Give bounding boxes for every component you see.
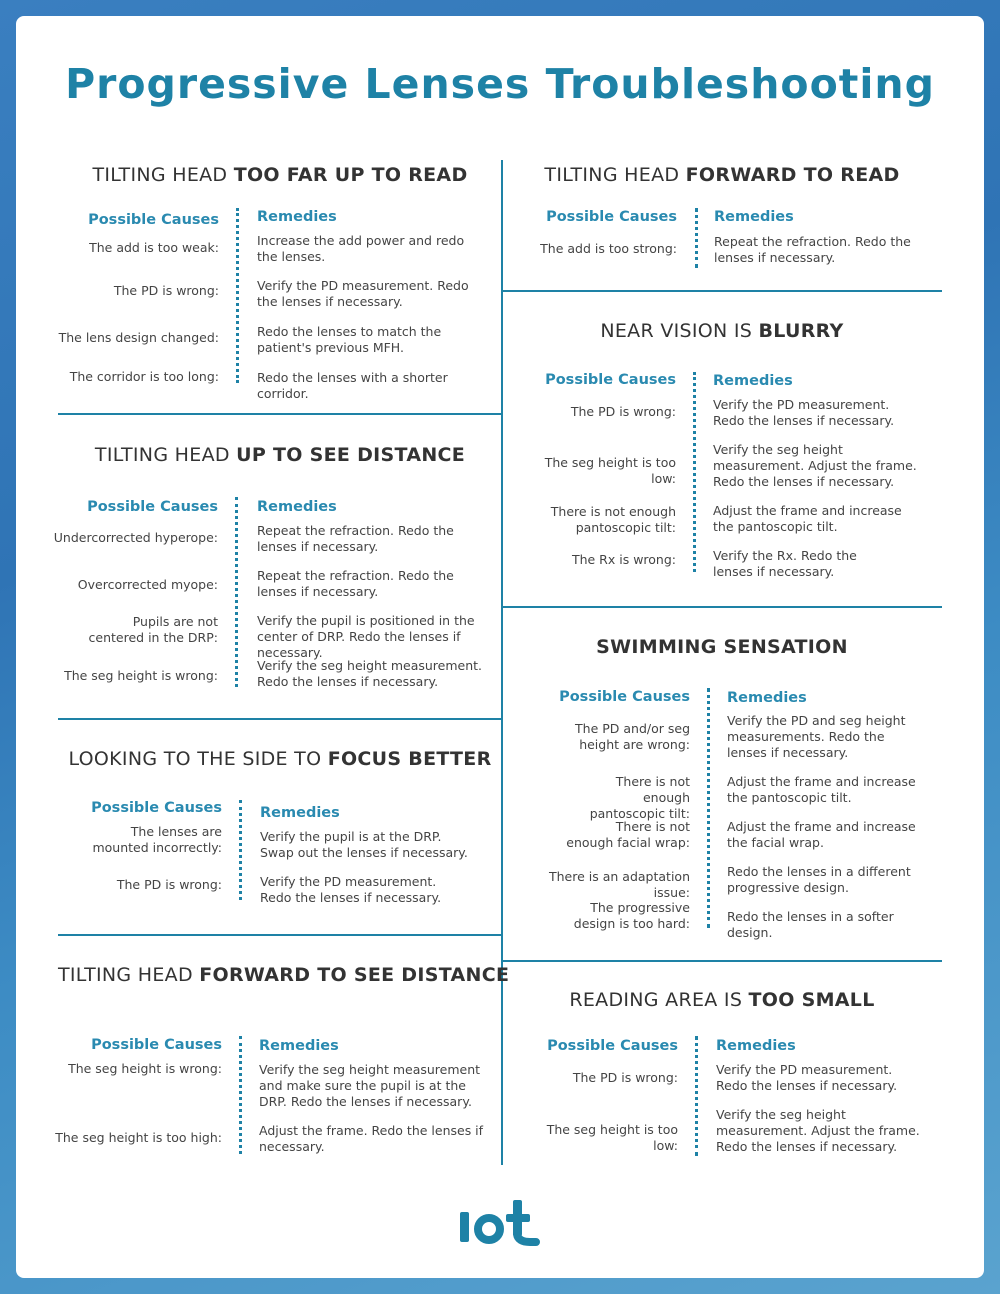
cause-text: The seg height is wrong: bbox=[64, 668, 218, 683]
section-title: TILTING HEAD FORWARD TO READ bbox=[544, 164, 900, 186]
remedies-header: Remedies bbox=[713, 373, 793, 389]
section-too-far-up-to-read bbox=[58, 160, 502, 410]
remedy-text: Redo the lenses in a different progressive design. bbox=[727, 864, 911, 895]
cause-text: Overcorrected myope: bbox=[77, 577, 218, 592]
causes-header: Possible Causes bbox=[547, 1038, 678, 1054]
remedies-header: Remedies bbox=[259, 1038, 339, 1054]
causes-header: Possible Causes bbox=[559, 689, 690, 705]
remedy-text: Verify the pupil is at the DRP. Swap out the lenses if necessary. bbox=[260, 829, 468, 860]
remedy-text: Verify the seg height measurement. Adjust the frame. Redo the lenses if necessary. bbox=[716, 1107, 920, 1154]
remedies-header: Remedies bbox=[716, 1038, 796, 1054]
section-title: TILTING HEAD FORWARD TO SEE DISTANCE bbox=[58, 964, 510, 986]
cause-text: The PD is wrong: bbox=[572, 1070, 678, 1085]
causes-header: Possible Causes bbox=[91, 1037, 222, 1053]
causes-header: Possible Causes bbox=[87, 499, 218, 515]
section-focus-better bbox=[58, 720, 502, 932]
cause-text: The PD is wrong: bbox=[570, 404, 676, 419]
section-forward-to-see-distance bbox=[55, 936, 510, 1166]
section-title: LOOKING TO THE SIDE TO FOCUS BETTER bbox=[68, 748, 492, 770]
dotted-separator bbox=[695, 1036, 698, 1156]
remedy-text: Increase the add power and redo the lenses. bbox=[257, 233, 465, 264]
cause-text: There is an adaptation issue: bbox=[549, 869, 690, 900]
remedy-text: Verify the PD and seg height measurements. Redo the lenses if necessary. bbox=[727, 713, 906, 760]
cause-text: The lens design changed: bbox=[58, 330, 219, 345]
remedy-text: Adjust the frame and increase the facial wrap. bbox=[727, 819, 916, 850]
remedy-text: Verify the PD measurement. Redo the lenses if necessary. bbox=[257, 278, 469, 309]
cause-text: The Rx is wrong: bbox=[571, 552, 676, 567]
remedy-text: Repeat the refraction. Redo the lenses if necessary. bbox=[257, 523, 454, 554]
cause-text: The seg height is too low: bbox=[546, 1122, 678, 1153]
section-title: TILTING HEAD TOO FAR UP TO READ bbox=[92, 164, 468, 186]
section-title: NEAR VISION IS BLURRY bbox=[600, 320, 844, 342]
remedy-text: Redo the lenses with a shorter corridor. bbox=[257, 370, 448, 401]
remedies-header: Remedies bbox=[714, 209, 794, 225]
cause-text: There is not enough pantoscopic tilt: bbox=[550, 504, 676, 535]
cause-text: The PD is wrong: bbox=[113, 283, 219, 298]
remedy-text: Verify the seg height measurement. Adjust the frame. Redo the lenses if necessary. bbox=[713, 442, 917, 489]
dotted-separator bbox=[693, 372, 696, 572]
section-near-vision-blurry bbox=[502, 292, 942, 604]
cause-text: The corridor is too long: bbox=[69, 369, 219, 384]
section-title: READING AREA IS TOO SMALL bbox=[569, 989, 875, 1011]
remedy-text: Verify the PD measurement. Redo the lenses if necessary. bbox=[716, 1062, 898, 1093]
page-title: Progressive Lenses Troubleshooting bbox=[65, 60, 935, 108]
remedies-header: Remedies bbox=[727, 690, 807, 706]
remedy-text: Adjust the frame and increase the pantoscopic tilt. bbox=[713, 503, 902, 534]
cause-text: The PD and/or seg height are wrong: bbox=[575, 721, 690, 752]
section-forward-to-read bbox=[502, 160, 942, 288]
remedy-text: Redo the lenses to match the patient's previous MFH. bbox=[257, 324, 442, 355]
cause-text: The add is too weak: bbox=[89, 240, 219, 255]
section-up-to-see-distance bbox=[53, 415, 502, 715]
remedies-header: Remedies bbox=[260, 805, 340, 821]
remedy-text: Adjust the frame and increase the pantoscopic tilt. bbox=[727, 774, 916, 805]
causes-header: Possible Causes bbox=[91, 800, 222, 816]
cause-text: The seg height is too low: bbox=[544, 455, 676, 486]
remedy-text: Verify the seg height measurement and make sure the pupil is at the DRP. Redo the lenses if necessary. bbox=[259, 1062, 481, 1109]
remedy-text: Redo the lenses in a softer design. bbox=[727, 909, 894, 940]
remedy-text: Verify the Rx. Redo the lenses if necessary. bbox=[713, 548, 857, 579]
dotted-separator bbox=[695, 208, 698, 268]
remedy-text: Verify the pupil is positioned in the center of DRP. Redo the lenses if necessary. bbox=[257, 613, 475, 660]
remedies-header: Remedies bbox=[257, 499, 337, 515]
remedy-text: Adjust the frame. Redo the lenses if necessary. bbox=[259, 1123, 484, 1154]
dotted-separator bbox=[239, 800, 242, 900]
dotted-separator bbox=[236, 208, 239, 383]
causes-header: Possible Causes bbox=[546, 209, 677, 225]
remedy-text: Verify the seg height measurement. Redo the lenses if necessary. bbox=[257, 658, 483, 689]
cause-text: The PD is wrong: bbox=[116, 877, 222, 892]
section-swimming-sensation bbox=[502, 608, 942, 958]
iot-logo bbox=[458, 1198, 542, 1246]
cause-text: The lenses are mounted incorrectly: bbox=[92, 824, 222, 855]
cause-text: The seg height is too high: bbox=[55, 1130, 222, 1145]
cause-text: There is not enough facial wrap: bbox=[566, 819, 690, 850]
remedy-text: Verify the PD measurement. Redo the lenses if necessary. bbox=[713, 397, 895, 428]
dotted-separator bbox=[239, 1036, 242, 1154]
remedy-text: Repeat the refraction. Redo the lenses if necessary. bbox=[714, 234, 911, 265]
dotted-separator bbox=[707, 688, 710, 928]
dotted-separator bbox=[235, 497, 238, 687]
cause-text: The progressive design is too hard: bbox=[573, 900, 690, 931]
section-reading-area-too-small bbox=[502, 962, 942, 1167]
section-title: TILTING HEAD UP TO SEE DISTANCE bbox=[94, 444, 466, 466]
section-title: SWIMMING SENSATION bbox=[596, 636, 848, 658]
causes-header: Possible Causes bbox=[88, 212, 219, 228]
cause-text: The seg height is wrong: bbox=[68, 1061, 222, 1076]
remedies-header: Remedies bbox=[257, 209, 337, 225]
cause-text: Undercorrected hyperope: bbox=[53, 530, 218, 545]
causes-header: Possible Causes bbox=[545, 372, 676, 388]
cause-text: Pupils are not centered in the DRP: bbox=[88, 614, 218, 645]
remedy-text: Verify the PD measurement. Redo the lenses if necessary. bbox=[260, 874, 442, 905]
cause-text: The add is too strong: bbox=[540, 241, 677, 256]
cause-text: There is not enough pantoscopic tilt: bbox=[589, 774, 690, 821]
remedy-text: Repeat the refraction. Redo the lenses if necessary. bbox=[257, 568, 454, 599]
